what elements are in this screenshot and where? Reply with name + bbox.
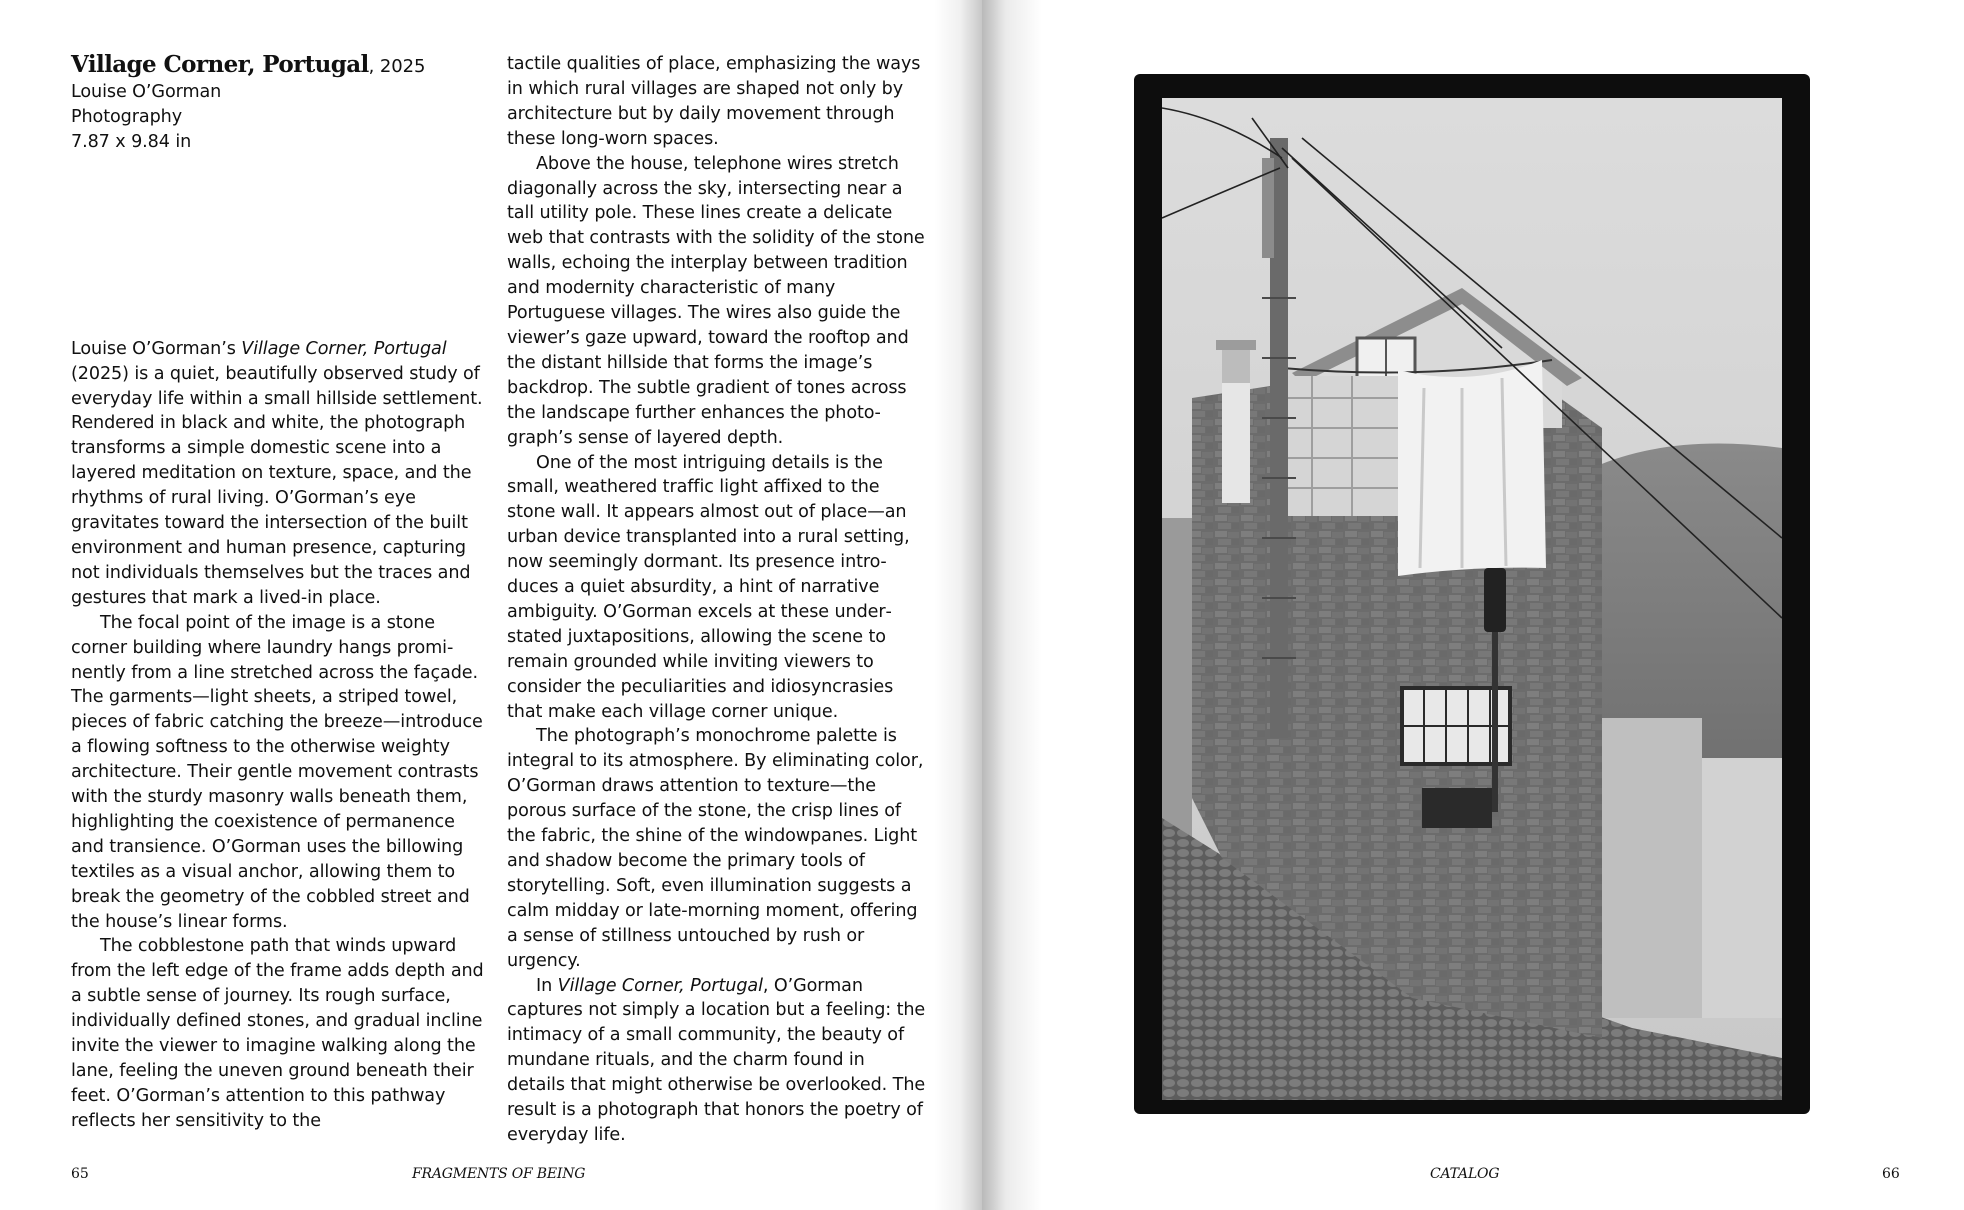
photograph-illustration xyxy=(1162,98,1782,1100)
paragraph-7-rest: , O’Gorman captures not simply a location but a feeling: the intimacy of a small community, the beauty of mundane rituals, and the charm found in details that might otherwise be overlooked. The result is a photograph that honors the poetry of everyday life. xyxy=(507,975,926,1145)
body-paragraph-3-continued: tactile qualities of place, emphasizing the ways in which rural villages are shaped not only by architecture but by daily movement through these long-worn spaces. xyxy=(507,54,921,149)
body-paragraph-4: Above the house, telephone wires stretch diagonally across the sky, intersecting near a tall utility pole. These lines create a delicate web that contrasts with the solidity of the stone walls, echoing the interplay between tradition and modernity characteristic of many Portuguese villages. The wires also guide the viewer’s gaze upward, toward the rooftop and the distant hillside that forms the image’s backdrop. The subtle gradient of tones across the landscape further enhances the photograph’s sense of layered depth. xyxy=(507,153,925,448)
body-paragraph-1 xyxy=(71,337,491,611)
paragraph-1-rest: (2025) is a quiet, beautifully observed study of everyday life within a small hillside settlement. Rendered in black and white, the photograph transforms a simple domestic scene into a layered meditation on texture, space, and the rhythms of rural living. O’Gorman’s eye gravitates toward the intersection of the built environment and human presence, capturing not individuals themselves but the traces and gestures that mark a lived-in place. xyxy=(71,363,483,608)
artwork-year: , 2025 xyxy=(368,56,426,77)
artwork-dimensions: 7.87 x 9.84 in xyxy=(71,131,192,152)
body-paragraph-5: One of the most intriguing details is the small, weathered traffic light affixed to the stone wall. It appears almost out of place—an urban device transplanted into a rural setting, now seemingly dormant. Its presence introduces a quiet absurdity, a hint of narrative ambiguity. O’Gorman excels at these understated juxtapositions, allowing the scene to remain grounded while inviting viewers to consider the peculiarities and idiosyncrasies that make each village corner unique. xyxy=(507,452,910,722)
artwork-title: Village Corner, Portugal xyxy=(71,51,369,78)
running-head-left: FRAGMENTS OF BEING xyxy=(412,1166,586,1182)
body-paragraph-2: The focal point of the image is a stone corner building where laundry hangs prominently from a line stretched across the façade. The garments—light sheets, a striped towel, pieces of fabric catching the breeze—introduce a flowing softness to the otherwise weighty architecture. Their gentle movement contrasts with the sturdy masonry walls beneath them, highlighting the coexistence of permanence and transience. O’Gorman uses the billowing textiles as a visual anchor, allowing them to break the geometry of the cobbled street and the house’s linear forms. xyxy=(71,612,483,932)
text-column-2 xyxy=(507,52,927,1148)
paragraph-1-italic-title: Village Corner, Portugal xyxy=(241,338,447,359)
paragraph-7-lead: In xyxy=(536,975,558,996)
body-paragraph-3: The cobblestone path that winds upward from the left edge of the frame adds depth and a subtle sense of journey. Its rough surface, individually defined stones, and gradual incline invite the viewer to imagine walking along the lane, feeling the uneven ground beneath their feet. O’Gorman’s attention to this pathway reflects her sensitivity to the xyxy=(71,936,484,1131)
photograph-frame xyxy=(1134,74,1810,1114)
body-paragraph-7 xyxy=(507,974,927,1148)
photograph-village-corner xyxy=(1162,98,1782,1100)
body-paragraph-6: The photograph’s monochrome palette is integral to its atmosphere. By eliminating color, O’Gorman draws attention to texture—the porous surface of the stone, the crisp lines of the fabric, the shine of the windowpanes. Light and shadow become the primary tools of storytelling. Soft, even illumination suggests a calm midday or late-morning moment, offering a sense of stillness untouched by rush or urgency. xyxy=(507,726,924,971)
artwork-medium: Photography xyxy=(71,106,183,127)
running-head-right: CATALOG xyxy=(1430,1166,1500,1182)
paragraph-1-lead: Louise O’Gorman’s xyxy=(71,338,242,359)
gutter-shadow-right xyxy=(982,0,1042,1210)
artwork-title-line xyxy=(71,52,491,80)
paragraph-7-italic-title: Village Corner, Portugal xyxy=(557,975,763,996)
text-column-1 xyxy=(71,52,491,1134)
right-page xyxy=(982,0,1964,1210)
gutter-shadow-left xyxy=(934,0,982,1210)
page-number-right: 66 xyxy=(1882,1166,1900,1182)
artist-name: Louise O’Gorman xyxy=(71,82,222,102)
page-number-left: 65 xyxy=(71,1166,89,1182)
